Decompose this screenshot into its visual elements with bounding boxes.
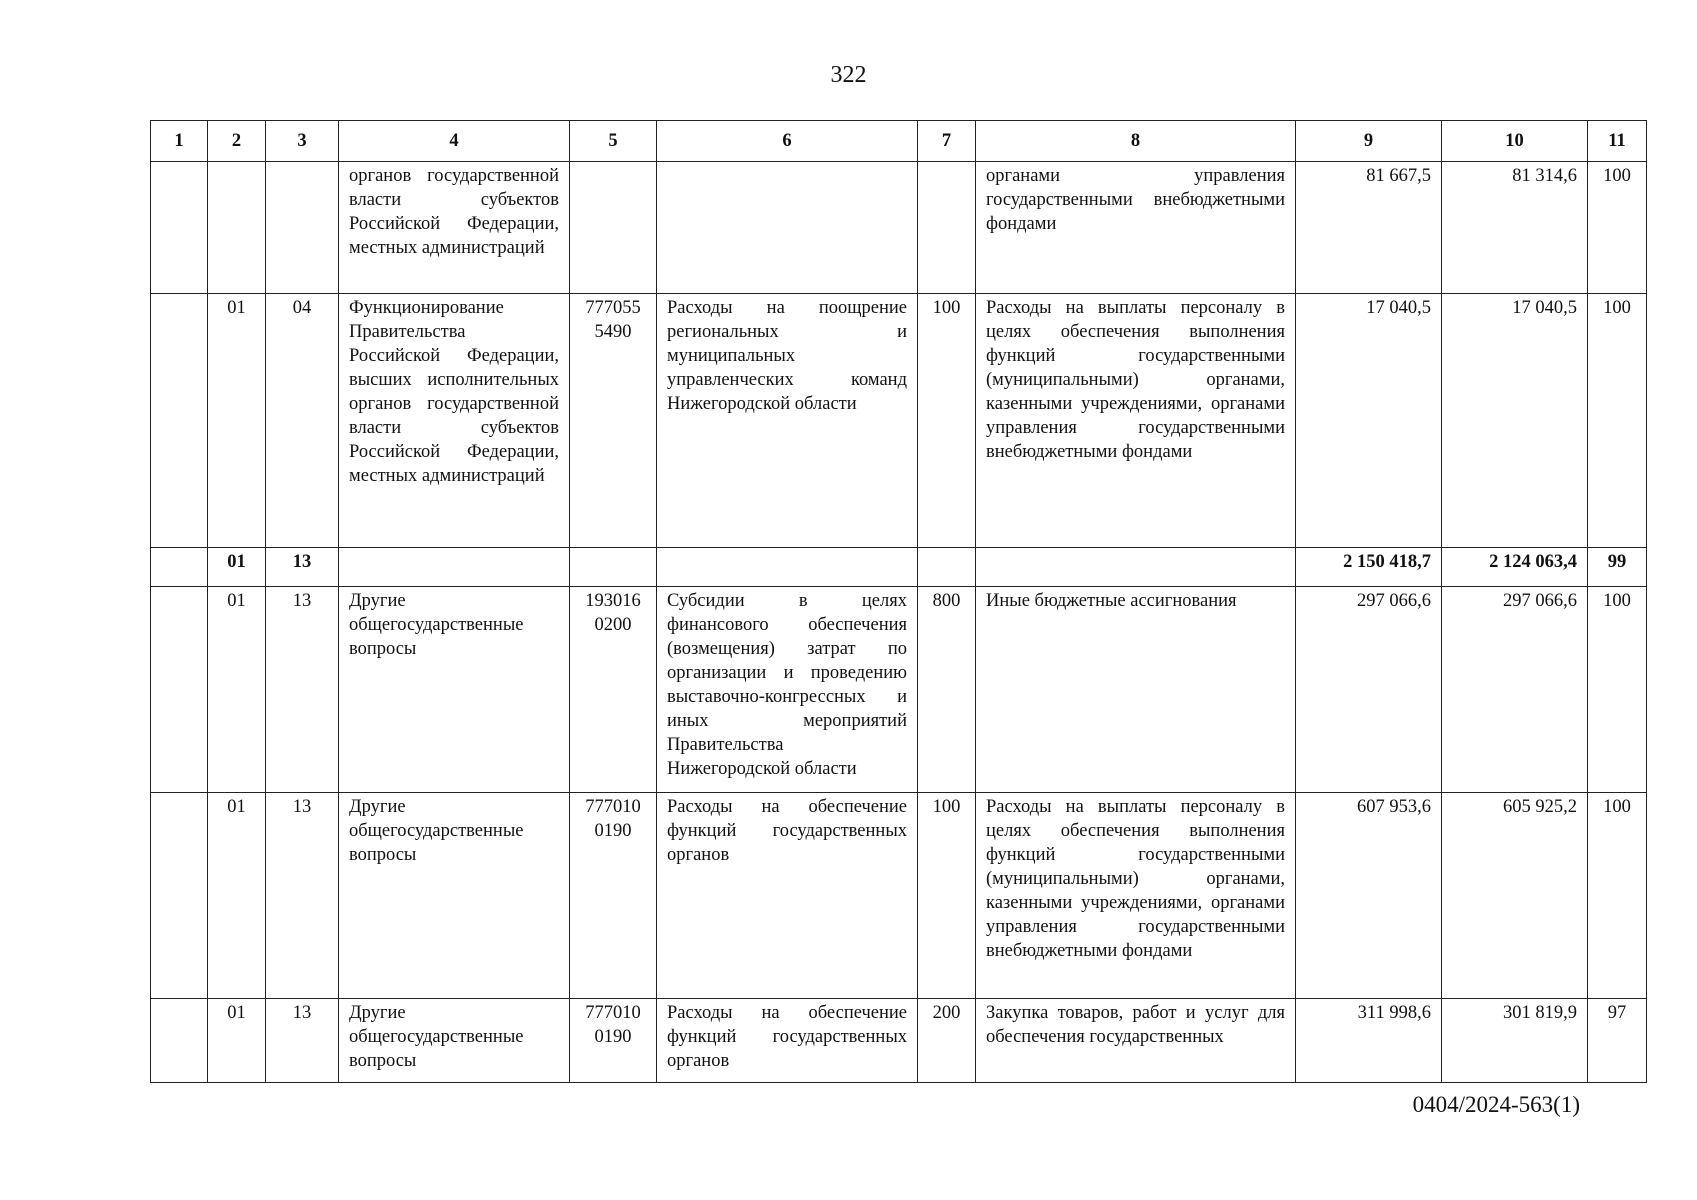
cell-target-code: 193016 0200 <box>570 587 657 793</box>
cell-planned: 17 040,5 <box>1296 294 1442 548</box>
cell-section-name: Другие общегосударственные вопросы <box>339 999 570 1083</box>
cell-percent: 100 <box>1588 793 1647 999</box>
column-header: 3 <box>266 121 339 162</box>
cell-section-name: органов государственной власти субъектов Российской Федерации, местных администраций <box>339 162 570 294</box>
cell-planned: 81 667,5 <box>1296 162 1442 294</box>
column-header: 11 <box>1588 121 1647 162</box>
cell-target-code: 777055 5490 <box>570 294 657 548</box>
cell-percent: 100 <box>1588 294 1647 548</box>
cell-executed: 605 925,2 <box>1442 793 1588 999</box>
cell-section: 01 <box>208 548 266 587</box>
cell-expense-name: Закупка товаров, работ и услуг для обеспечения государственных <box>976 999 1296 1083</box>
cell-section: 01 <box>208 294 266 548</box>
cell-col1 <box>151 548 208 587</box>
cell-target-code <box>570 162 657 294</box>
column-header: 4 <box>339 121 570 162</box>
cell-col1 <box>151 162 208 294</box>
table-row <box>151 999 1647 1083</box>
cell-expense-type <box>918 548 976 587</box>
cell-expense-name: Иные бюджетные ассигнования <box>976 587 1296 793</box>
cell-percent: 99 <box>1588 548 1647 587</box>
cell-expense-name: Расходы на выплаты персоналу в целях обеспечения выполнения функций государственными (муниципальными) органами, казенными учреждениями, органами управления государственными внебюджетными фондами <box>976 793 1296 999</box>
cell-expense-name <box>976 548 1296 587</box>
cell-executed: 17 040,5 <box>1442 294 1588 548</box>
cell-section-name: Другие общегосударственные вопросы <box>339 587 570 793</box>
cell-section-name: Другие общегосударственные вопросы <box>339 793 570 999</box>
cell-percent: 100 <box>1588 587 1647 793</box>
cell-col1 <box>151 999 208 1083</box>
cell-subsection: 04 <box>266 294 339 548</box>
cell-target-name <box>657 548 918 587</box>
cell-target-name: Субсидии в целях финансового обеспечения (возмещения) затрат по организации и проведению выставочно-конгрессных и иных мероприятий Правительства Нижегородской области <box>657 587 918 793</box>
cell-section: 01 <box>208 999 266 1083</box>
cell-subsection: 13 <box>266 587 339 793</box>
table-row <box>151 587 1647 793</box>
page-number: 322 <box>830 62 867 88</box>
cell-target-code <box>570 548 657 587</box>
cell-expense-type: 100 <box>918 793 976 999</box>
cell-target-code: 777010 0190 <box>570 999 657 1083</box>
cell-executed: 81 314,6 <box>1442 162 1588 294</box>
table-header-row <box>151 121 1647 162</box>
cell-subsection: 13 <box>266 999 339 1083</box>
cell-expense-name: органами управления государственными внебюджетными фондами <box>976 162 1296 294</box>
cell-subsection <box>266 162 339 294</box>
cell-section-name: Функционирование Правительства Российской Федерации, высших исполнительных органов государственной власти субъектов Российской Федерации, местных администраций <box>339 294 570 548</box>
cell-section-name <box>339 548 570 587</box>
cell-executed: 301 819,9 <box>1442 999 1588 1083</box>
cell-planned: 607 953,6 <box>1296 793 1442 999</box>
cell-col1 <box>151 793 208 999</box>
cell-expense-type <box>918 162 976 294</box>
cell-expense-type: 200 <box>918 999 976 1083</box>
table-row <box>151 294 1647 548</box>
column-header: 7 <box>918 121 976 162</box>
cell-target-name: Расходы на обеспечение функций государственных органов <box>657 999 918 1083</box>
table-row <box>151 793 1647 999</box>
cell-expense-type: 100 <box>918 294 976 548</box>
cell-percent: 100 <box>1588 162 1647 294</box>
cell-target-name <box>657 162 918 294</box>
cell-percent: 97 <box>1588 999 1647 1083</box>
cell-section: 01 <box>208 587 266 793</box>
column-header: 8 <box>976 121 1296 162</box>
column-header: 2 <box>208 121 266 162</box>
cell-planned: 2 150 418,7 <box>1296 548 1442 587</box>
cell-subsection: 13 <box>266 793 339 999</box>
cell-target-code: 777010 0190 <box>570 793 657 999</box>
cell-expense-name: Расходы на выплаты персоналу в целях обеспечения выполнения функций государственными (муниципальными) органами, казенными учреждениями, органами управления государственными внебюджетными фондами <box>976 294 1296 548</box>
column-header: 9 <box>1296 121 1442 162</box>
cell-executed: 297 066,6 <box>1442 587 1588 793</box>
cell-col1 <box>151 294 208 548</box>
cell-executed: 2 124 063,4 <box>1442 548 1588 587</box>
budget-table <box>150 120 1647 1083</box>
document-code: 0404/2024-563(1) <box>1412 1092 1580 1117</box>
cell-section <box>208 162 266 294</box>
cell-target-name: Расходы на обеспечение функций государственных органов <box>657 793 918 999</box>
cell-col1 <box>151 587 208 793</box>
cell-planned: 297 066,6 <box>1296 587 1442 793</box>
column-header: 5 <box>570 121 657 162</box>
table-row <box>151 162 1647 294</box>
table-row-subtotal <box>151 548 1647 587</box>
column-header: 6 <box>657 121 918 162</box>
cell-subsection: 13 <box>266 548 339 587</box>
cell-expense-type: 800 <box>918 587 976 793</box>
cell-section: 01 <box>208 793 266 999</box>
cell-planned: 311 998,6 <box>1296 999 1442 1083</box>
cell-target-name: Расходы на поощрение региональных и муниципальных управленческих команд Нижегородской области <box>657 294 918 548</box>
column-header: 10 <box>1442 121 1588 162</box>
column-header: 1 <box>151 121 208 162</box>
